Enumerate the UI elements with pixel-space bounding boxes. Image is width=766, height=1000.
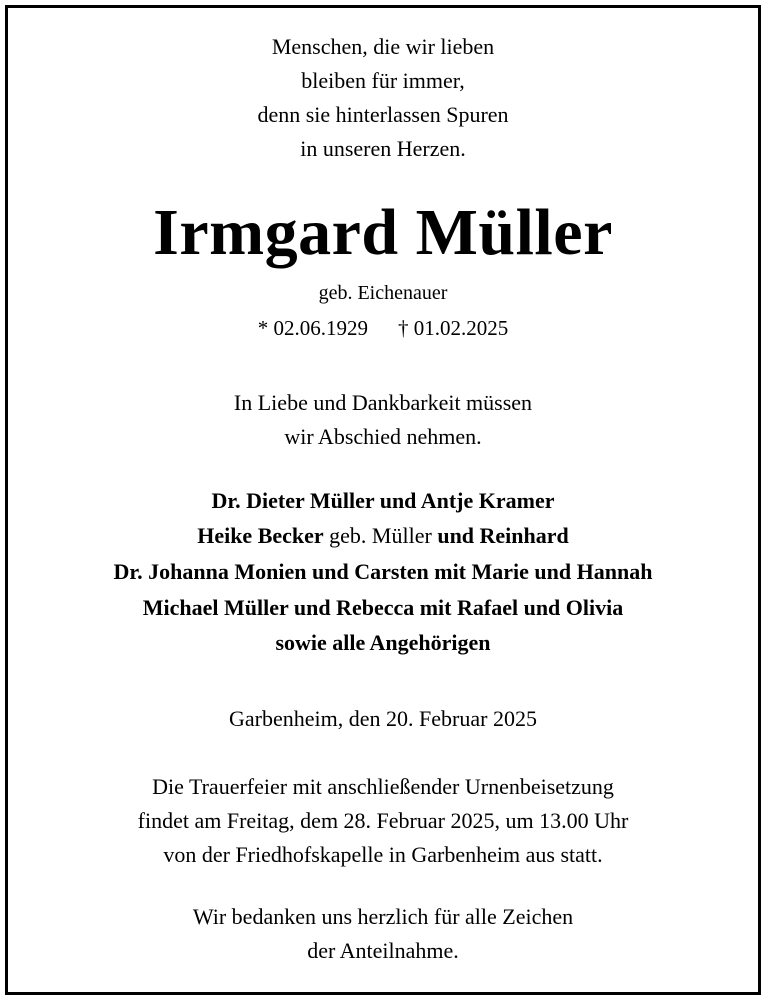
birth-name: geb. Eichenauer [318,282,448,304]
ceremony-line: Die Trauerfeier mit anschließender Urnenbeisetzung [152,774,614,799]
birth-date: * 02.06.1929 [257,316,368,340]
family-line [0,525,766,547]
thanks-line: Wir bedanken uns herzlich für alle Zeichen [192,904,574,929]
family-partner: und Reinhard [437,523,569,548]
poem-line: bleiben für immer, [301,68,465,93]
poem-line: in unseren Herzen. [300,136,466,161]
thanks-line: der Anteilnahme. [307,938,459,963]
poem-line: Menschen, die wir lieben [271,34,495,59]
poem-line: denn sie hinterlassen Spuren [257,102,509,127]
deceased-name: Irmgard Müller [153,196,613,269]
family-line: Michael Müller und Rebecca mit Rafael und Olivia [142,595,624,620]
farewell-line: wir Abschied nehmen. [284,424,482,449]
family-line: sowie alle Angehörigen [275,630,491,655]
family-line: Dr. Johanna Monien und Carsten mit Marie und Hannah [113,559,653,584]
family-birth-name: geb. Müller [323,523,438,548]
family-name: Heike Becker [197,523,324,548]
death-date: † 01.02.2025 [398,316,509,340]
life-dates [0,318,766,339]
family-line: Dr. Dieter Müller und Antje Kramer [211,488,555,513]
farewell-line: In Liebe und Dankbarkeit müssen [233,390,533,415]
ceremony-line: von der Friedhofskapelle in Garbenheim aus statt. [163,842,603,867]
ceremony-line: findet am Freitag, dem 28. Februar 2025, um 13.00 Uhr [137,808,629,833]
place-date: Garbenheim, den 20. Februar 2025 [229,706,537,731]
